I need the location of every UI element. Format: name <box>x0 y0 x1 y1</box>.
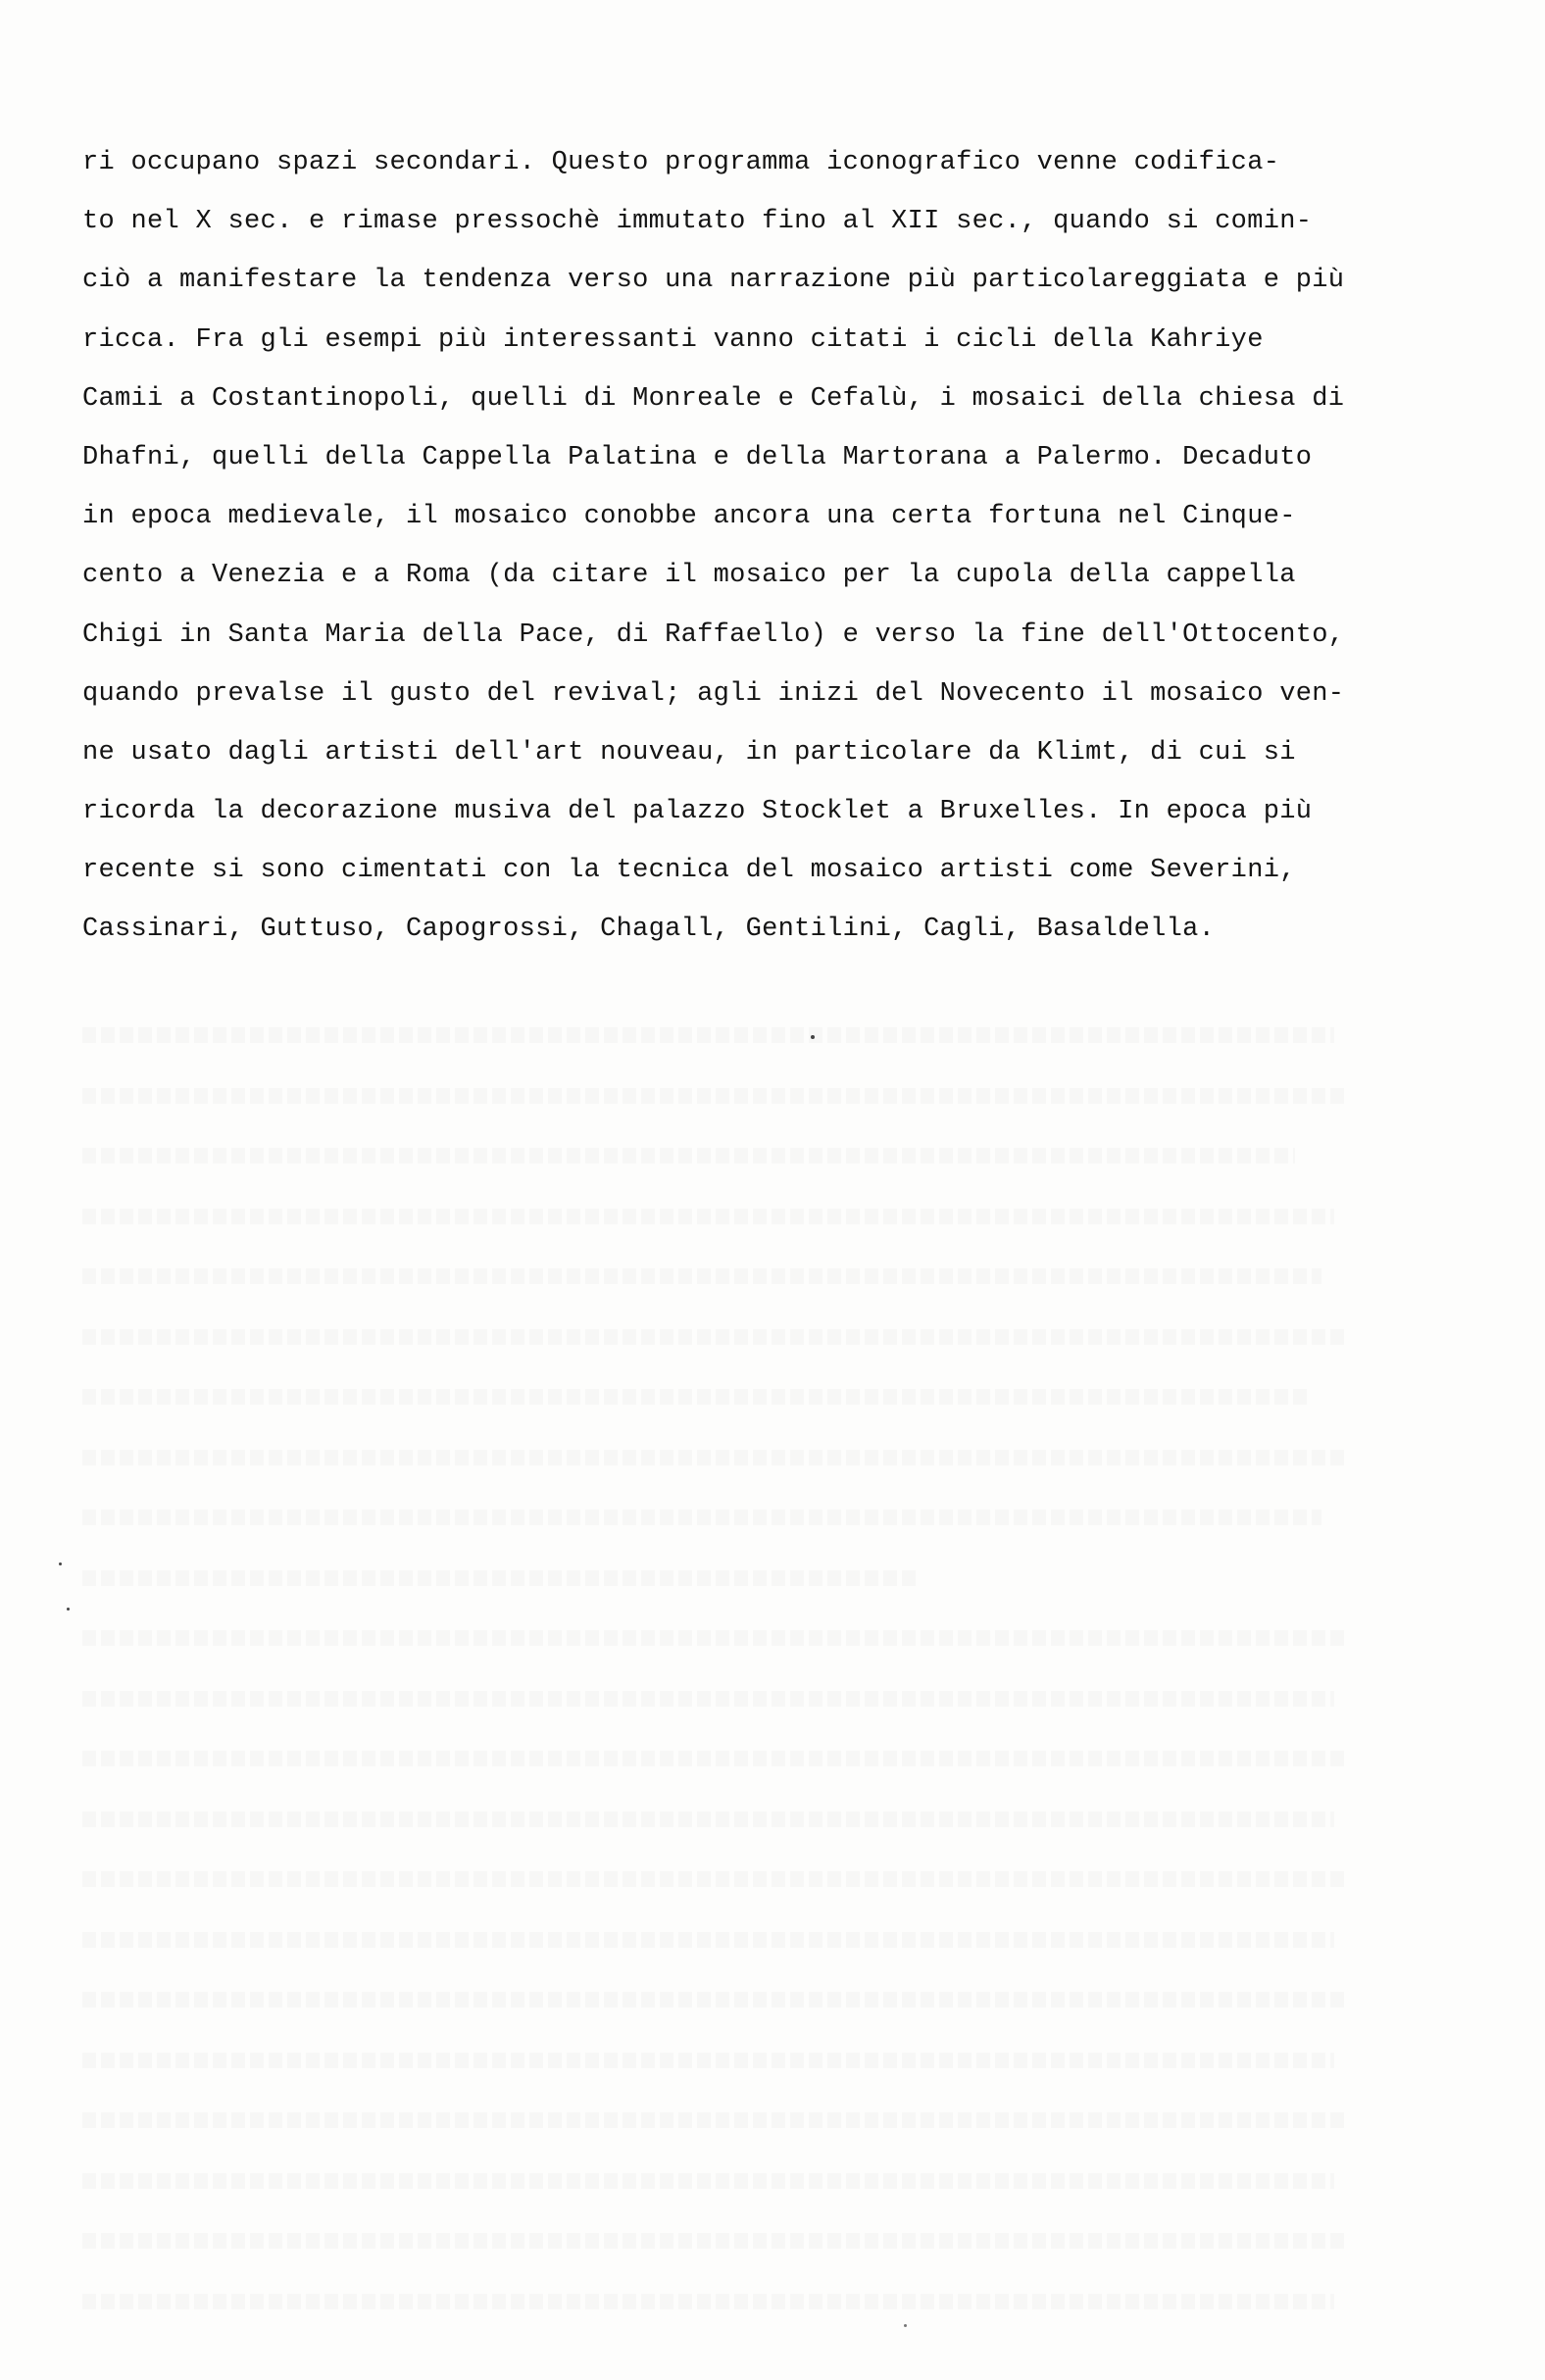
text-line: cento a Venezia e a Roma (da citare il mosaico per la cupola della cappella <box>82 561 1296 591</box>
paper-speck <box>67 1608 70 1611</box>
text-line: in epoca medievale, il mosaico conobbe ancora una certa fortuna nel Cinque- <box>82 502 1296 532</box>
text-line: ne usato dagli artisti dell'art nouveau, in particolare da Klimt, di cui si <box>82 737 1296 768</box>
bleed-through-texture <box>82 1005 1386 2357</box>
text-line: Camii a Costantinopoli, quelli di Monreale e Cefalù, i mosaici della chiesa di <box>82 383 1345 414</box>
body-text <box>82 133 1386 960</box>
paper-speck <box>904 2324 907 2327</box>
text-line: ri occupano spazi secondari. Questo programma iconografico venne codifica- <box>82 148 1280 177</box>
text-line: Chigi in Santa Maria della Pace, di Raffaello) e verso la fine dell'Ottocento, <box>82 620 1345 650</box>
paper-speck <box>811 1035 815 1039</box>
text-line: ricca. Fra gli esempi più interessanti vanno citati i cicli della Kahriye <box>82 324 1264 355</box>
text-line: quando prevalse il gusto del revival; agli inizi del Novecento il mosaico ven- <box>82 678 1345 709</box>
text-line: to nel X sec. e rimase pressochè immutato fino al XII sec., quando si comin- <box>82 207 1313 237</box>
text-line: Cassinari, Guttuso, Capogrossi, Chagall, Gentilini, Cagli, Basaldella. <box>82 915 1216 945</box>
text-line: recente si sono cimentati con la tecnica del mosaico artisti come Severini, <box>82 856 1296 886</box>
paper-speck <box>59 1562 62 1565</box>
text-line: Dhafni, quelli della Cappella Palatina e della Martorana a Palermo. Decaduto <box>82 442 1313 472</box>
text-line: ciò a manifestare la tendenza verso una narrazione più particolareggiata e più <box>82 266 1345 296</box>
text-line: ricorda la decorazione musiva del palazzo Stocklet a Bruxelles. In epoca più <box>82 797 1313 827</box>
